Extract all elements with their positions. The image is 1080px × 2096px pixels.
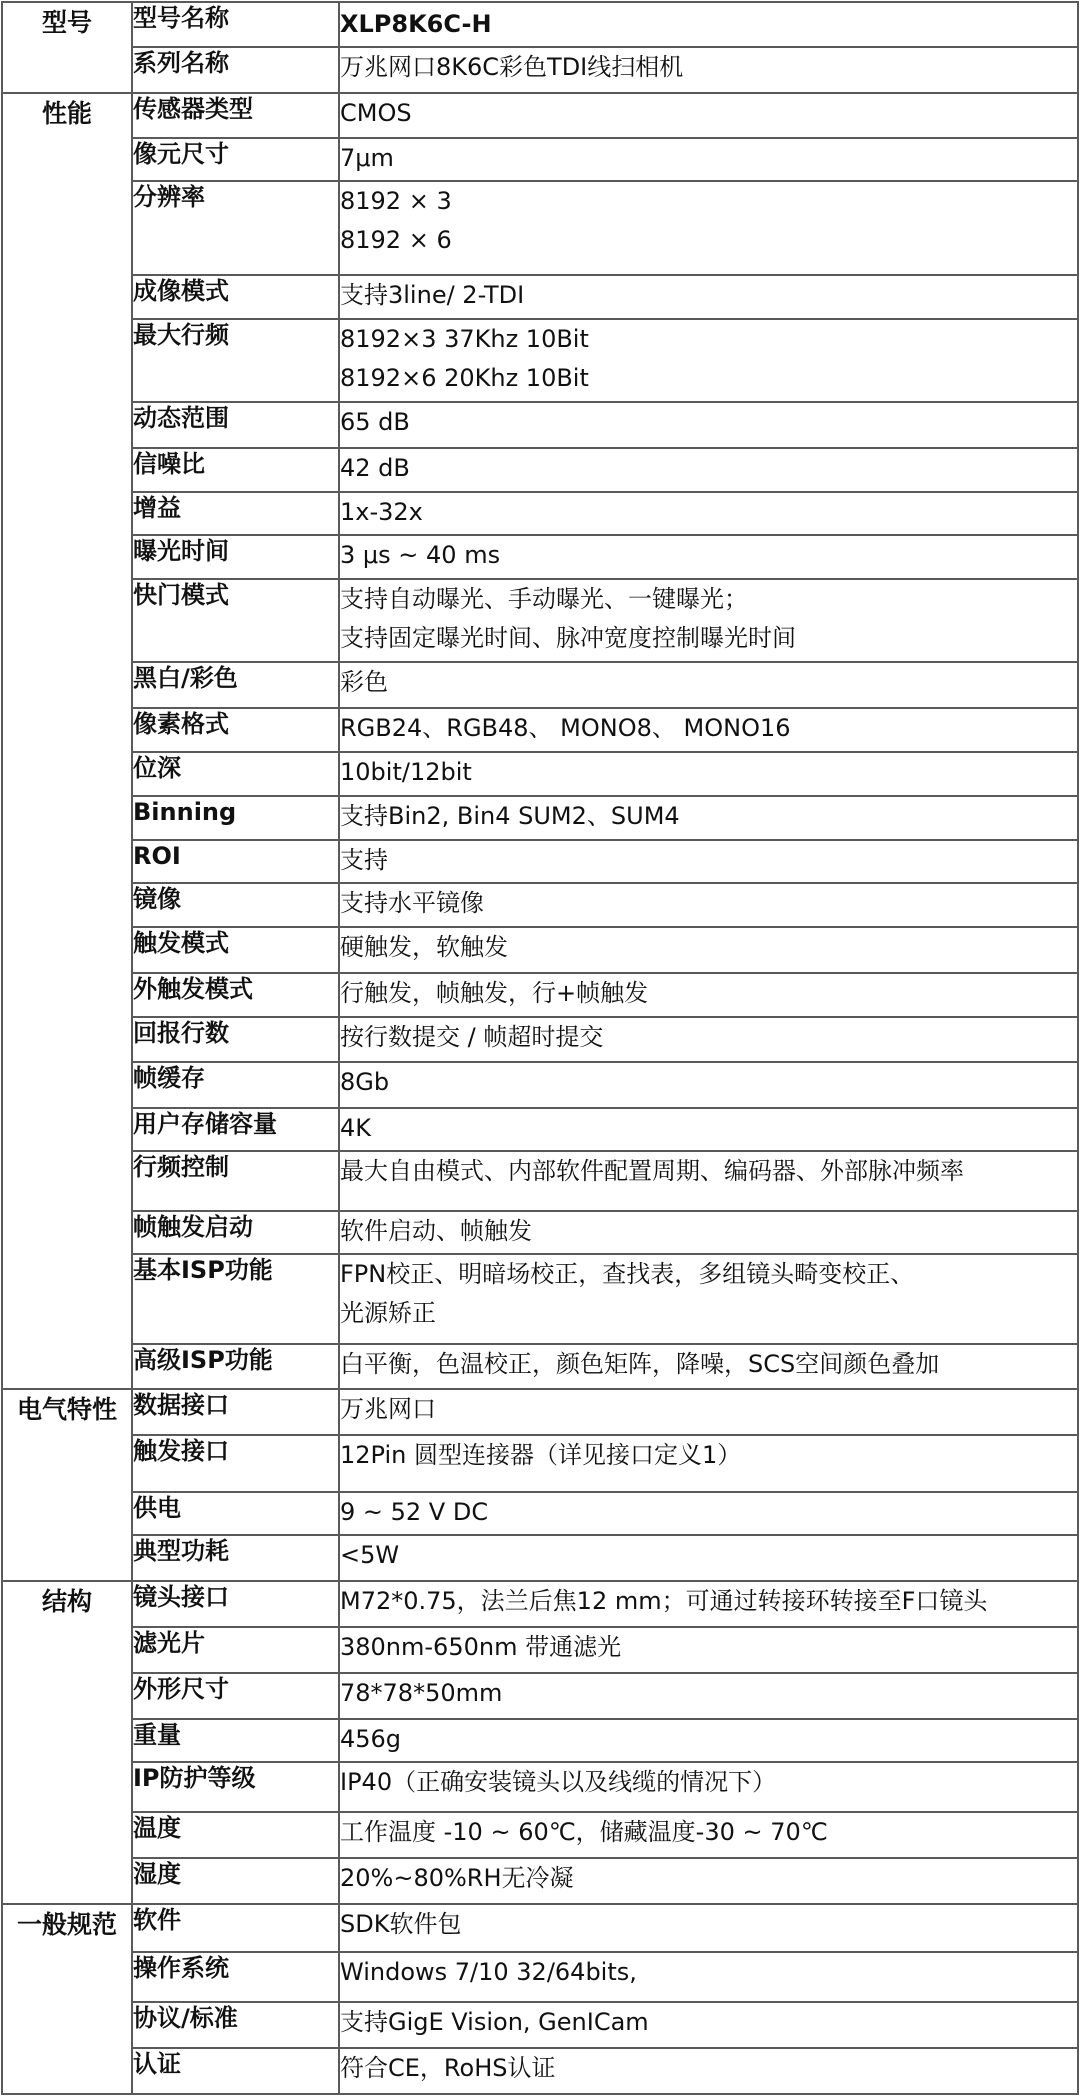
spec-row [2, 448, 1078, 492]
spec-label: 成像模式 [132, 275, 339, 319]
spec-value-cell [339, 927, 1078, 973]
spec-label: ROI [132, 840, 339, 884]
spec-value: 456g [340, 1724, 402, 1753]
spec-label: 曝光时间 [132, 535, 339, 579]
spec-value: 78*78*50mm [340, 1678, 503, 1707]
group-label-performance: 性能 [2, 93, 132, 1390]
spec-label: IP防护等级 [132, 1762, 339, 1812]
spec-row [2, 1904, 1078, 1952]
spec-value: 硬触发，软触发 [340, 933, 508, 961]
spec-value-cell [339, 1627, 1078, 1673]
spec-value-cell [339, 1762, 1078, 1812]
spec-row [2, 840, 1078, 884]
group-label-electrical: 电气特性 [2, 1389, 132, 1581]
spec-value: 白平衡，色温校正，颜色矩阵，降噪，SCS空间颜色叠加 [340, 1349, 940, 1378]
spec-value: 42 dB [340, 453, 410, 482]
group-label-general: 一般规范 [2, 1904, 132, 2094]
spec-table [1, 1, 1079, 2095]
spec-value: 按行数提交 / 帧超时提交 [340, 1022, 604, 1051]
spec-label: 外触发模式 [132, 973, 339, 1017]
spec-row [2, 47, 1078, 93]
spec-value: 8192×6 20Khz 10Bit [340, 363, 589, 392]
spec-label: 温度 [132, 1812, 339, 1858]
spec-label: 重量 [132, 1719, 339, 1763]
spec-value: IP40（正确安装镜头以及线缆的情况下） [340, 1768, 777, 1797]
spec-label: 湿度 [132, 1858, 339, 1904]
spec-label: 外形尺寸 [132, 1673, 339, 1719]
spec-row [2, 2, 1078, 47]
spec-label: 典型功耗 [132, 1535, 339, 1581]
spec-value: 支持水平镜像 [340, 889, 484, 918]
spec-label: 像元尺寸 [132, 138, 339, 181]
spec-value: SDK软件包 [340, 1910, 462, 1939]
spec-value-cell [339, 973, 1078, 1017]
spec-label: 用户存储容量 [132, 1108, 339, 1151]
spec-value-cell [339, 1535, 1078, 1581]
spec-label: 系列名称 [132, 47, 339, 93]
spec-row [2, 1952, 1078, 2002]
spec-value-cell [339, 1673, 1078, 1719]
spec-value: 8Gb [340, 1068, 390, 1097]
spec-value: Windows 7/10 32/64bits, [340, 1957, 637, 1986]
spec-label: 动态范围 [132, 402, 339, 448]
spec-value: XLP8K6C-H [340, 10, 492, 38]
spec-value-cell [339, 708, 1078, 752]
spec-label: 操作系统 [132, 1952, 339, 2002]
spec-value: 8192 × 6 [340, 226, 452, 255]
spec-label: 快门模式 [132, 579, 339, 662]
spec-value: 9 ~ 52 V DC [340, 1497, 489, 1526]
spec-value-cell [339, 883, 1078, 927]
spec-value: 380nm-650nm 带通滤光 [340, 1632, 622, 1661]
spec-row [2, 1492, 1078, 1536]
spec-row [2, 1108, 1078, 1151]
spec-value: 彩色 [340, 668, 388, 697]
spec-row [2, 275, 1078, 319]
spec-row [2, 579, 1078, 662]
spec-row [2, 927, 1078, 973]
spec-value: 万兆网口 [340, 1395, 436, 1424]
spec-value: 最大自由模式、内部软件配置周期、编码器、外部脉冲频率 [340, 1156, 964, 1185]
spec-row [2, 535, 1078, 579]
spec-value-cell [339, 492, 1078, 536]
spec-value: 支持GigE Vision, GenICam [340, 2007, 649, 2036]
spec-value-cell [339, 752, 1078, 796]
spec-label: 高级ISP功能 [132, 1344, 339, 1390]
spec-label: 行频控制 [132, 1151, 339, 1211]
spec-value-cell [339, 579, 1078, 662]
spec-value-cell [339, 1904, 1078, 1952]
spec-value: 支持Bin2, Bin4 SUM2、SUM4 [340, 801, 680, 830]
spec-row [2, 1344, 1078, 1390]
spec-value-cell [339, 1812, 1078, 1858]
spec-label: 协议/标准 [132, 2002, 339, 2048]
spec-value-cell [339, 1952, 1078, 2002]
spec-label: Binning [132, 796, 339, 840]
spec-row [2, 1581, 1078, 1627]
spec-value: 10bit/12bit [340, 758, 472, 786]
spec-row [2, 2002, 1078, 2048]
group-label-structure: 结构 [2, 1581, 132, 1904]
spec-label: 信噪比 [132, 448, 339, 492]
spec-row [2, 492, 1078, 536]
spec-label: 软件 [132, 1904, 339, 1952]
spec-value: 支持3line/ 2-TDI [340, 280, 525, 309]
spec-value-cell [339, 138, 1078, 181]
spec-row [2, 1719, 1078, 1763]
spec-value-cell [339, 93, 1078, 139]
spec-label: 型号名称 [132, 2, 339, 47]
spec-value-cell [339, 275, 1078, 319]
spec-row [2, 1535, 1078, 1581]
spec-value-cell [339, 1389, 1078, 1435]
spec-value: 工作温度 -10 ~ 60℃，储藏温度-30 ~ 70℃ [340, 1818, 828, 1847]
spec-label: 像素格式 [132, 708, 339, 752]
spec-row [2, 138, 1078, 181]
spec-value-cell [339, 535, 1078, 579]
spec-row [2, 181, 1078, 275]
spec-value: 光源矫正 [340, 1299, 436, 1328]
spec-row [2, 796, 1078, 840]
spec-value-cell [339, 181, 1078, 275]
spec-label: 数据接口 [132, 1389, 339, 1435]
spec-value: 支持固定曝光时间、脉冲宽度控制曝光时间 [340, 624, 796, 653]
spec-row [2, 1762, 1078, 1812]
spec-value: RGB24、RGB48、 MONO8、 MONO16 [340, 714, 791, 743]
spec-row [2, 2048, 1078, 2094]
spec-value-cell [339, 1211, 1078, 1254]
spec-label: 触发模式 [132, 927, 339, 973]
spec-value: 软件启动、帧触发 [340, 1217, 532, 1246]
spec-value: 65 dB [340, 408, 410, 436]
spec-value-cell [339, 1858, 1078, 1904]
spec-row [2, 973, 1078, 1017]
spec-value: 7μm [340, 144, 394, 173]
spec-value: 符合CE，RoHS认证 [340, 2053, 556, 2082]
spec-value-cell [339, 796, 1078, 840]
spec-row [2, 1389, 1078, 1435]
spec-label: 位深 [132, 752, 339, 796]
spec-row [2, 402, 1078, 448]
spec-value: 行触发，帧触发，行+帧触发 [340, 978, 649, 1007]
spec-value: 支持自动曝光、手动曝光、一键曝光； [340, 585, 748, 614]
spec-value: CMOS [340, 98, 412, 127]
spec-row [2, 708, 1078, 752]
spec-value-cell [339, 448, 1078, 492]
spec-label: 帧触发启动 [132, 1211, 339, 1254]
spec-value-cell [339, 319, 1078, 402]
spec-label: 黑白/彩色 [132, 662, 339, 708]
spec-value: 万兆网口8K6C彩色TDI线扫相机 [340, 52, 684, 81]
spec-row [2, 1627, 1078, 1673]
spec-label: 认证 [132, 2048, 339, 2094]
spec-value: 8192×3 37Khz 10Bit [340, 324, 589, 353]
spec-value: 4K [340, 1114, 372, 1143]
spec-label: 基本ISP功能 [132, 1254, 339, 1344]
spec-row [2, 93, 1078, 139]
spec-value-cell [339, 1108, 1078, 1151]
spec-value-cell [339, 2002, 1078, 2048]
spec-value: FPN校正、明暗场校正，查找表，多组镜头畸变校正、 [340, 1260, 915, 1289]
spec-row [2, 1673, 1078, 1719]
spec-value-cell [339, 1062, 1078, 1108]
spec-value: 20%~80%RH无冷凝 [340, 1864, 574, 1893]
spec-value-cell [339, 662, 1078, 708]
spec-label: 最大行频 [132, 319, 339, 402]
spec-row [2, 1254, 1078, 1344]
spec-row [2, 1151, 1078, 1211]
spec-value-cell [339, 1435, 1078, 1491]
spec-value-cell [339, 47, 1078, 93]
spec-value: <5W [340, 1541, 400, 1570]
spec-value-cell [339, 1344, 1078, 1390]
spec-row [2, 752, 1078, 796]
spec-value-cell [339, 1151, 1078, 1211]
spec-value: 1x-32x [340, 497, 423, 526]
spec-value-cell [339, 2048, 1078, 2094]
spec-row [2, 1017, 1078, 1063]
spec-label: 回报行数 [132, 1017, 339, 1063]
spec-label: 增益 [132, 492, 339, 536]
spec-value-cell [339, 840, 1078, 884]
spec-label: 分辨率 [132, 181, 339, 275]
spec-value-cell [339, 2, 1078, 47]
spec-row [2, 883, 1078, 927]
spec-label: 触发接口 [132, 1435, 339, 1491]
spec-value-cell [339, 1719, 1078, 1763]
spec-label: 供电 [132, 1492, 339, 1536]
spec-value-cell [339, 1254, 1078, 1344]
spec-row [2, 1211, 1078, 1254]
spec-table-body [2, 2, 1078, 2094]
spec-row [2, 1062, 1078, 1108]
spec-value: 3 μs ~ 40 ms [340, 541, 501, 570]
spec-value: 支持 [340, 845, 388, 874]
spec-row [2, 1435, 1078, 1491]
spec-value: M72*0.75，法兰后焦12 mm；可通过转接环转接至F口镜头 [340, 1587, 988, 1616]
spec-row [2, 1858, 1078, 1904]
spec-row [2, 319, 1078, 402]
spec-label: 镜像 [132, 883, 339, 927]
group-label-model: 型号 [2, 2, 132, 93]
spec-value-cell [339, 1492, 1078, 1536]
spec-value-cell [339, 402, 1078, 448]
spec-row [2, 1812, 1078, 1858]
spec-label: 传感器类型 [132, 93, 339, 139]
spec-label: 滤光片 [132, 1627, 339, 1673]
spec-row [2, 662, 1078, 708]
spec-value: 12Pin 圆型连接器（详见接口定义1） [340, 1441, 742, 1470]
spec-value-cell [339, 1017, 1078, 1063]
spec-value-cell [339, 1581, 1078, 1627]
spec-label: 镜头接口 [132, 1581, 339, 1627]
spec-value: 8192 × 3 [340, 187, 452, 216]
spec-label: 帧缓存 [132, 1062, 339, 1108]
